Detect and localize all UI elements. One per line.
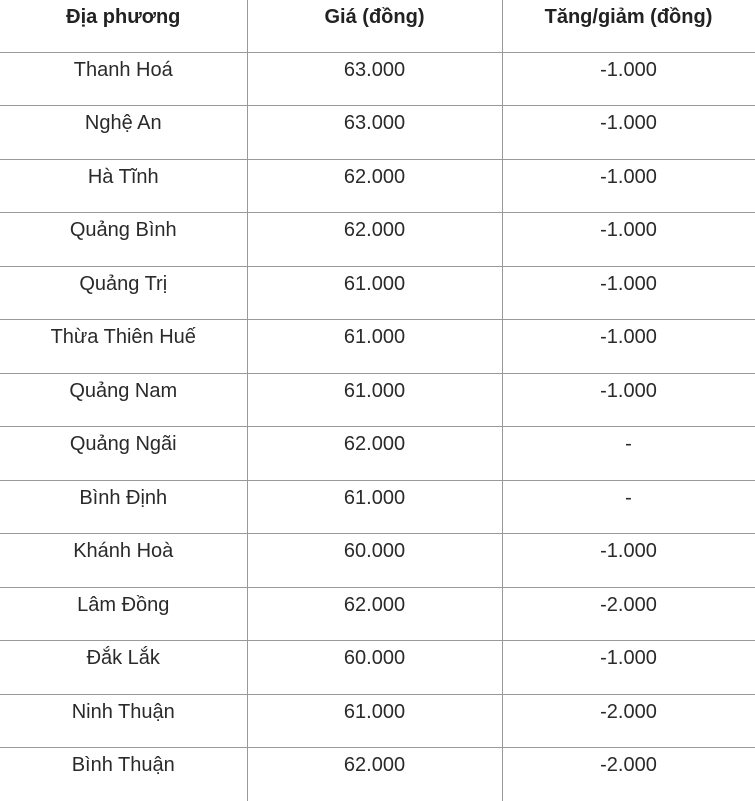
cell-change: -1.000 <box>502 266 755 320</box>
header-region: Địa phương <box>0 0 247 52</box>
cell-change: -2.000 <box>502 587 755 641</box>
cell-change: -1.000 <box>502 213 755 267</box>
cell-region: Ninh Thuận <box>0 694 247 748</box>
table-row <box>0 266 755 320</box>
cell-region: Lâm Đồng <box>0 587 247 641</box>
cell-region: Quảng Nam <box>0 373 247 427</box>
cell-price: 61.000 <box>247 480 502 534</box>
table-row <box>0 694 755 748</box>
cell-price: 62.000 <box>247 587 502 641</box>
cell-change: - <box>502 480 755 534</box>
table-row <box>0 748 755 801</box>
header-change: Tăng/giảm (đồng) <box>502 0 755 52</box>
cell-region: Quảng Trị <box>0 266 247 320</box>
cell-change: -1.000 <box>502 641 755 695</box>
cell-region: Bình Thuận <box>71 754 175 776</box>
cell-price: 61.000 <box>247 373 502 427</box>
table-row <box>0 159 755 213</box>
cell-price: 60.000 <box>247 534 502 588</box>
cell-change: -1.000 <box>502 52 755 106</box>
cell-change: -1.000 <box>502 106 755 160</box>
table-row <box>0 52 755 106</box>
cell-price: 62.000 <box>247 159 502 213</box>
table-row <box>0 213 755 267</box>
cell-region: Quảng Bình <box>0 213 247 267</box>
cell-change: -2.000 <box>502 748 755 801</box>
header-price: Giá (đồng) <box>247 0 502 52</box>
table-row <box>0 534 755 588</box>
table-body <box>0 52 755 801</box>
cell-price: 63.000 <box>247 106 502 160</box>
cell-change: -1.000 <box>502 534 755 588</box>
cell-region: Thừa Thiên Huế <box>0 320 247 374</box>
cell-region: Quảng Ngãi <box>0 427 247 481</box>
table-header-row <box>0 0 755 52</box>
cell-price: 61.000 <box>247 320 502 374</box>
cell-region: Khánh Hoà <box>0 534 247 588</box>
table-row <box>0 373 755 427</box>
cell-region: Thanh Hoá <box>0 52 247 106</box>
cell-region: Hà Tĩnh <box>0 159 247 213</box>
cell-price: 62.000 <box>247 427 502 481</box>
cell-change: -1.000 <box>502 159 755 213</box>
cell-region: Bình Định <box>0 480 247 534</box>
table-row <box>0 587 755 641</box>
cell-price: 62.000 <box>247 213 502 267</box>
cell-region: Nghệ An <box>0 106 247 160</box>
cell-price: 62.000 <box>247 748 502 801</box>
cell-price: 63.000 <box>247 52 502 106</box>
table-row <box>0 641 755 695</box>
cell-change: -1.000 <box>502 320 755 374</box>
cell-change: - <box>502 427 755 481</box>
table-row <box>0 480 755 534</box>
cell-change: -1.000 <box>502 373 755 427</box>
table-row <box>0 427 755 481</box>
table-row <box>0 106 755 160</box>
cell-price: 61.000 <box>247 694 502 748</box>
cell-price: 61.000 <box>247 266 502 320</box>
cell-region: Đắk Lắk <box>0 641 247 695</box>
cell-change: -2.000 <box>502 694 755 748</box>
table-row <box>0 320 755 374</box>
cell-price: 60.000 <box>247 641 502 695</box>
